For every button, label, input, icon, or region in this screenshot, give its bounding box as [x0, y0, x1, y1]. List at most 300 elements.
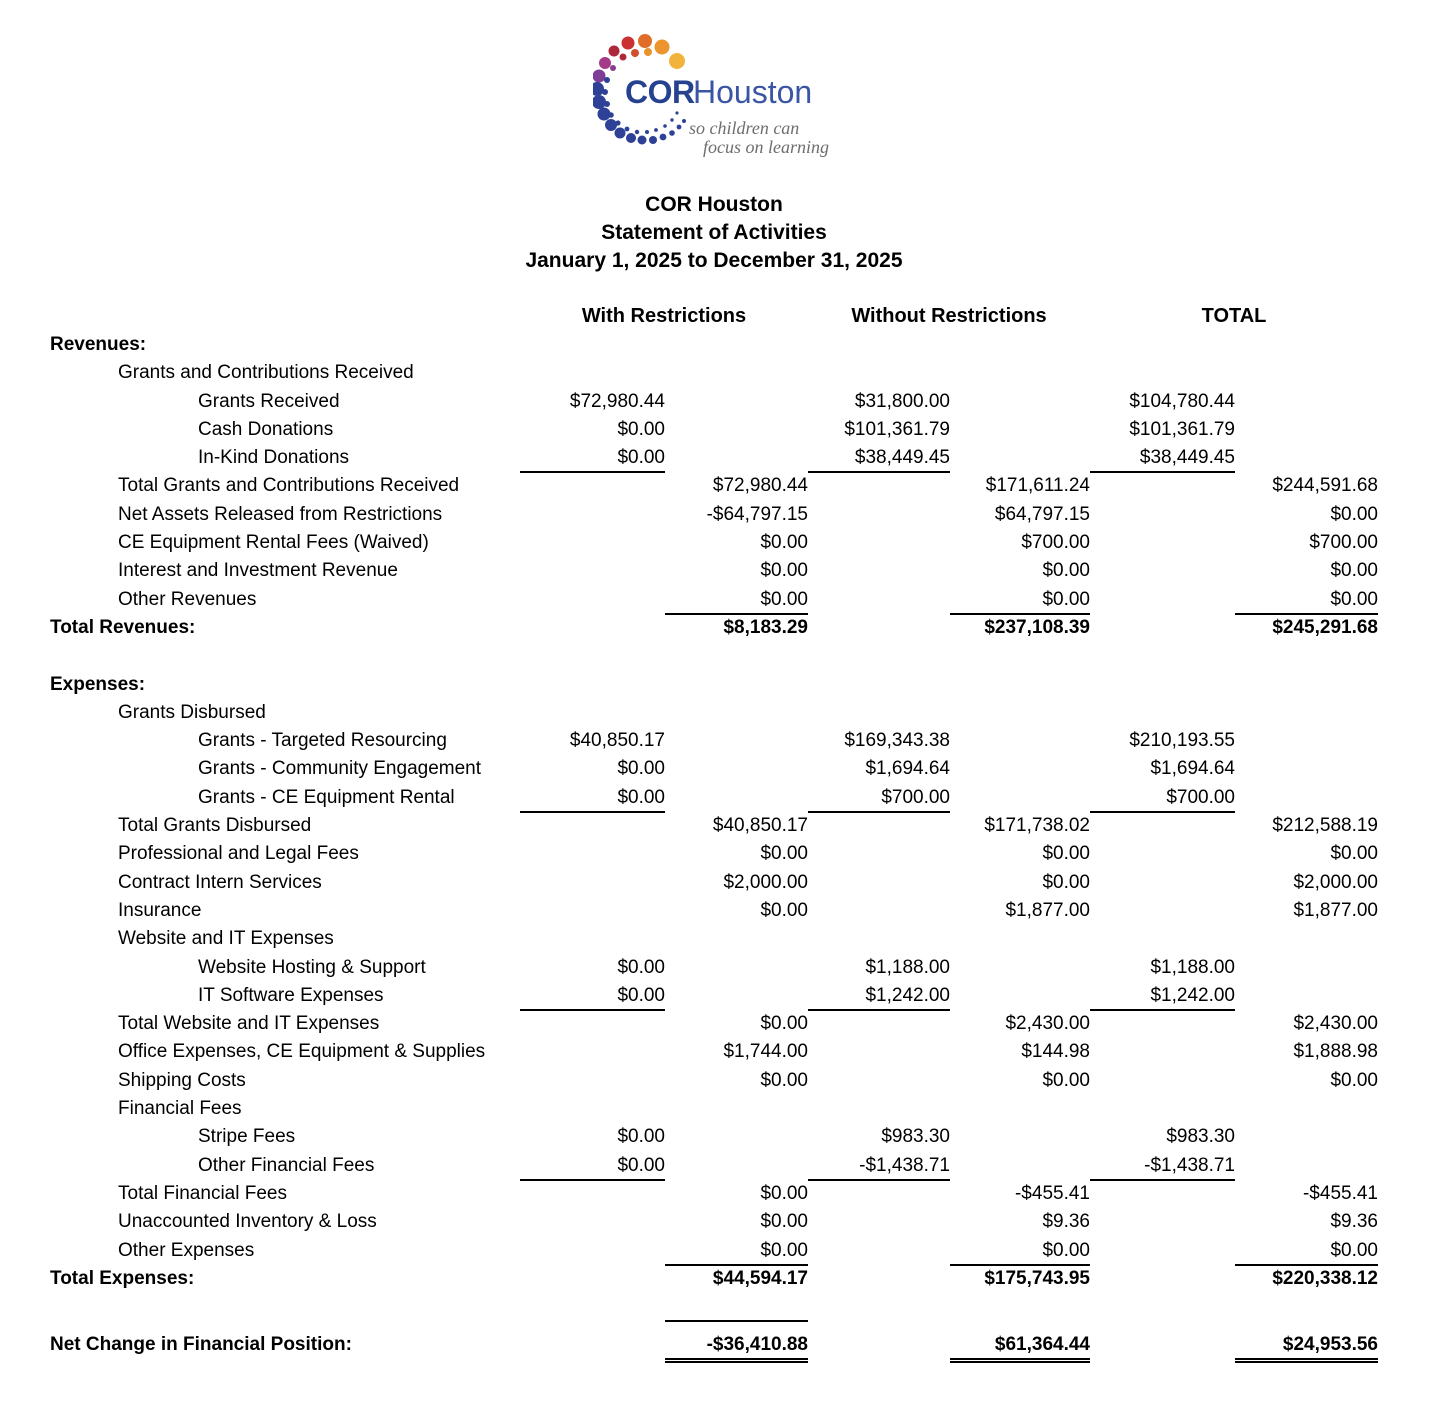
amount-cell: $40,850.17	[712, 815, 808, 837]
table-row	[50, 700, 1378, 728]
amount-cell: $700.00	[808, 785, 950, 813]
amount-cell: $0.00	[1042, 871, 1090, 893]
row-label: Grants - Targeted Resourcing	[198, 730, 447, 752]
amount-cell: $8,183.29	[723, 616, 808, 638]
amount-cell: $9.36	[1330, 1211, 1378, 1233]
amount-cell	[520, 926, 665, 952]
amount-cell: -$36,410.88	[665, 1332, 808, 1363]
amount-cell	[520, 1238, 665, 1264]
amount-cell: $0.00	[1042, 560, 1090, 582]
table-row	[50, 558, 1378, 586]
amount-cell: $38,449.45	[808, 445, 950, 473]
amount-cell	[808, 898, 950, 924]
table-row	[50, 756, 1378, 784]
amount-cell	[950, 1096, 1090, 1122]
amount-cell	[1090, 926, 1235, 952]
amount-cell	[520, 587, 665, 613]
amount-cell	[665, 983, 808, 1009]
amount-cell	[950, 955, 1090, 981]
amount-cell	[665, 756, 808, 782]
row-label: Grants - Community Engagement	[198, 758, 482, 780]
amount-cell	[520, 1332, 665, 1358]
amount-cell	[1235, 1153, 1378, 1179]
amount-cell: $0.00	[760, 843, 808, 865]
amount-cell: $24,953.56	[1235, 1332, 1378, 1363]
amount-cell	[808, 643, 950, 669]
row-label: Net Assets Released from Restrictions	[118, 503, 443, 525]
table-row	[50, 870, 1378, 898]
amount-cell	[1235, 756, 1378, 782]
spacer-row	[50, 1294, 1378, 1332]
table-row	[50, 360, 1378, 388]
amount-cell	[808, 672, 950, 698]
amount-cell	[520, 1181, 665, 1207]
amount-cell: $0.00	[950, 587, 1090, 615]
row-label: Financial Fees	[118, 1098, 242, 1120]
table-row	[50, 785, 1378, 813]
amount-cell: -$64,797.15	[706, 503, 808, 525]
amount-cell: $983.30	[1166, 1126, 1235, 1148]
amount-cell	[520, 1266, 665, 1292]
row-label: Stripe Fees	[198, 1126, 296, 1148]
amount-cell	[1090, 870, 1235, 896]
table-row	[50, 1332, 1378, 1360]
amount-cell: $1,877.00	[1293, 899, 1378, 921]
amount-cell: $1,888.98	[1293, 1041, 1378, 1063]
table-row	[50, 1068, 1378, 1096]
amount-cell	[1090, 1181, 1235, 1207]
amount-cell: $0.00	[1330, 503, 1378, 525]
amount-cell: -$1,438.71	[1090, 1153, 1235, 1181]
amount-cell: $175,743.95	[984, 1267, 1090, 1289]
amount-cell: $1,694.64	[1150, 758, 1235, 780]
amount-cell	[1090, 332, 1235, 358]
amount-cell: $0.00	[950, 1238, 1090, 1266]
amount-cell: $40,850.17	[569, 730, 665, 752]
row-label: Total Website and IT Expenses	[118, 1013, 380, 1035]
row-label: Insurance	[118, 899, 202, 921]
amount-cell	[520, 841, 665, 867]
amount-cell	[520, 898, 665, 924]
amount-cell	[665, 926, 808, 952]
row-label: Interest and Investment Revenue	[118, 560, 398, 582]
amount-cell	[1235, 700, 1378, 726]
amount-cell	[520, 643, 665, 669]
row-label	[50, 643, 520, 671]
amount-cell	[1090, 1011, 1235, 1037]
table-row	[50, 530, 1378, 558]
amount-cell: $0.00	[1042, 1069, 1090, 1091]
amount-cell	[665, 1124, 808, 1150]
row-label	[50, 1294, 520, 1332]
table-row	[50, 841, 1378, 869]
table-row	[50, 615, 1378, 643]
row-label: Total Grants Disbursed	[118, 815, 312, 837]
row-label: Grants and Contributions Received	[118, 362, 414, 384]
row-label: Grants - CE Equipment Rental	[198, 786, 455, 808]
amount-cell: $0.00	[520, 1153, 665, 1181]
row-label: Office Expenses, CE Equipment & Supplies	[118, 1041, 486, 1063]
amount-cell	[808, 502, 950, 528]
amount-cell	[950, 445, 1090, 471]
table-row	[50, 898, 1378, 926]
amount-cell	[1235, 785, 1378, 811]
amount-cell	[950, 756, 1090, 782]
spacer-row	[50, 643, 1378, 671]
amount-cell	[950, 360, 1090, 386]
amount-cell: $0.00	[617, 1126, 665, 1148]
amount-cell: $0.00	[760, 899, 808, 921]
amount-cell	[1090, 1266, 1235, 1292]
amount-cell	[808, 530, 950, 556]
amount-cell: $244,591.68	[1272, 475, 1378, 497]
amount-cell	[1235, 983, 1378, 1009]
amount-cell	[1090, 898, 1235, 924]
table-row	[50, 473, 1378, 501]
amount-cell: $1,694.64	[865, 758, 950, 780]
amount-cell	[808, 1238, 950, 1264]
amount-cell	[808, 1209, 950, 1235]
amount-cell	[520, 1294, 665, 1320]
amount-cell: $31,800.00	[854, 390, 950, 412]
amount-cell	[808, 1266, 950, 1292]
amount-cell	[808, 813, 950, 839]
row-label: Shipping Costs	[118, 1069, 246, 1091]
amount-cell: $1,188.00	[865, 956, 950, 978]
title-statement: Statement of Activities	[601, 221, 827, 244]
table-row	[50, 813, 1378, 841]
amount-cell: $171,738.02	[984, 815, 1090, 837]
amount-cell: $2,430.00	[1005, 1013, 1090, 1035]
amount-cell	[1090, 558, 1235, 584]
amount-cell: $0.00	[760, 560, 808, 582]
amount-cell	[1235, 955, 1378, 981]
amount-cell	[1090, 615, 1235, 641]
amount-cell	[1090, 1294, 1235, 1320]
amount-cell: $61,364.44	[950, 1332, 1090, 1363]
column-header-total: TOTAL	[1201, 305, 1267, 327]
amount-cell: $0.00	[617, 758, 665, 780]
table-row	[50, 1011, 1378, 1039]
logo-tagline-line1: so children can	[689, 118, 800, 138]
amount-cell	[1235, 728, 1378, 754]
amount-cell	[950, 700, 1090, 726]
amount-cell: $2,430.00	[1293, 1013, 1378, 1035]
amount-cell	[1090, 1209, 1235, 1235]
amount-cell	[1090, 1096, 1235, 1122]
amount-cell: $2,000.00	[723, 871, 808, 893]
amount-cell	[665, 417, 808, 443]
amount-cell	[520, 1209, 665, 1235]
table-row	[50, 728, 1378, 756]
amount-cell	[520, 332, 665, 358]
amount-cell	[950, 417, 1090, 443]
row-label: Expenses:	[50, 673, 146, 695]
amount-cell	[1235, 672, 1378, 698]
column-header-with-restrictions: With Restrictions	[581, 305, 747, 327]
document-title-block	[0, 191, 1428, 275]
amount-cell	[520, 870, 665, 896]
amount-cell	[950, 672, 1090, 698]
row-label: CE Equipment Rental Fees (Waived)	[118, 532, 429, 554]
amount-cell: $0.00	[1235, 587, 1378, 615]
amount-cell: $38,449.45	[1090, 445, 1235, 473]
title-period: January 1, 2025 to December 31, 2025	[525, 249, 903, 272]
amount-cell: $0.00	[617, 418, 665, 440]
row-label: Total Financial Fees	[118, 1182, 287, 1204]
row-label: Other Revenues	[118, 588, 257, 610]
row-label: IT Software Expenses	[198, 984, 384, 1006]
amount-cell	[665, 445, 808, 471]
amount-cell	[1235, 360, 1378, 386]
row-label: Contract Intern Services	[118, 871, 322, 893]
amount-cell: $44,594.17	[712, 1267, 808, 1289]
amount-cell	[520, 558, 665, 584]
amount-cell: $0.00	[1330, 1069, 1378, 1091]
amount-cell: $1,877.00	[1005, 899, 1090, 921]
row-label: Grants Received	[198, 390, 340, 412]
logo-brand-bold: COR	[625, 74, 695, 110]
amount-cell: $2,000.00	[1293, 871, 1378, 893]
amount-cell: $64,797.15	[994, 503, 1090, 525]
amount-cell	[808, 587, 950, 613]
amount-cell: $0.00	[520, 445, 665, 473]
amount-cell: $0.00	[760, 1182, 808, 1204]
amount-cell	[520, 1011, 665, 1037]
amount-cell	[1090, 587, 1235, 613]
amount-cell	[808, 1332, 950, 1358]
amount-cell: $0.00	[760, 1013, 808, 1035]
row-label: Grants Disbursed	[118, 701, 266, 723]
amount-cell	[1090, 1238, 1235, 1264]
column-headers	[50, 303, 1378, 329]
amount-cell	[665, 360, 808, 386]
amount-cell	[1090, 672, 1235, 698]
amount-cell: $72,980.44	[712, 475, 808, 497]
amount-cell	[808, 1181, 950, 1207]
amount-cell	[950, 983, 1090, 1009]
row-label: Website and IT Expenses	[118, 928, 334, 950]
amount-cell: $101,361.79	[844, 418, 950, 440]
amount-cell: -$455.41	[1302, 1182, 1378, 1204]
amount-cell	[1090, 360, 1235, 386]
amount-cell: $0.00	[520, 983, 665, 1011]
amount-cell	[520, 1096, 665, 1122]
amount-cell: $169,343.38	[844, 730, 950, 752]
row-label: Other Financial Fees	[198, 1154, 375, 1176]
amount-cell	[808, 1294, 950, 1320]
amount-cell: $0.00	[1330, 560, 1378, 582]
amount-cell	[1090, 502, 1235, 528]
table-row	[50, 502, 1378, 530]
amount-cell	[808, 700, 950, 726]
amount-cell: $0.00	[760, 1211, 808, 1233]
row-label: Total Grants and Contributions Received	[118, 475, 460, 497]
amount-cell: $245,291.68	[1272, 616, 1378, 638]
amount-cell	[808, 332, 950, 358]
logo-brand-regular: Houston	[693, 74, 813, 110]
amount-cell	[520, 700, 665, 726]
row-label: Other Expenses	[118, 1239, 255, 1261]
amount-cell: $0.00	[1042, 843, 1090, 865]
amount-cell: $101,361.79	[1129, 418, 1235, 440]
amount-cell	[808, 841, 950, 867]
table-row	[50, 926, 1378, 954]
amount-cell	[808, 473, 950, 499]
amount-cell	[665, 672, 808, 698]
amount-cell: $1,242.00	[808, 983, 950, 1011]
amount-cell: $171,611.24	[985, 475, 1090, 497]
amount-cell	[665, 1153, 808, 1179]
table-row	[50, 1153, 1378, 1181]
logo-tagline-line2: focus on learning	[703, 137, 829, 157]
amount-cell: $144.98	[1021, 1041, 1090, 1063]
row-label: Revenues:	[50, 334, 147, 355]
amount-cell: $9.36	[1042, 1211, 1090, 1233]
amount-cell	[808, 1068, 950, 1094]
amount-cell: $0.00	[665, 587, 808, 615]
row-label: Total Revenues:	[50, 616, 196, 638]
amount-cell	[665, 728, 808, 754]
amount-cell: -$1,438.71	[808, 1153, 950, 1181]
amount-cell	[808, 558, 950, 584]
amount-cell	[950, 1153, 1090, 1179]
table-row	[50, 1039, 1378, 1067]
amount-cell: $0.00	[665, 1238, 808, 1266]
row-label: Net Change in Financial Position:	[50, 1334, 352, 1356]
amount-cell	[520, 360, 665, 386]
amount-cell: $0.00	[760, 532, 808, 554]
amount-cell	[1235, 1096, 1378, 1122]
amount-cell	[1090, 1332, 1235, 1358]
amount-cell	[950, 926, 1090, 952]
table-row	[50, 1096, 1378, 1124]
amount-cell	[665, 785, 808, 811]
column-header-without-restrictions: Without Restrictions	[851, 305, 1047, 327]
table-row	[50, 955, 1378, 983]
amount-cell	[1090, 643, 1235, 669]
amount-cell	[520, 672, 665, 698]
table-row	[50, 672, 1378, 700]
table-row	[50, 445, 1378, 473]
row-label: Website Hosting & Support	[198, 956, 426, 978]
amount-cell: $1,242.00	[1090, 983, 1235, 1011]
amount-cell	[1090, 700, 1235, 726]
amount-cell: $212,588.19	[1272, 815, 1378, 837]
amount-cell	[1235, 643, 1378, 669]
amount-cell	[1090, 530, 1235, 556]
table-row	[50, 389, 1378, 417]
amount-cell	[1235, 417, 1378, 443]
amount-cell	[665, 332, 808, 358]
amount-cell	[950, 1294, 1090, 1320]
amount-cell	[665, 700, 808, 726]
amount-cell: $0.00	[617, 956, 665, 978]
column-header-spacer	[50, 303, 520, 329]
amount-cell: $237,108.39	[984, 616, 1090, 638]
amount-cell: $1,188.00	[1150, 956, 1235, 978]
amount-cell	[950, 643, 1090, 669]
amount-cell	[665, 643, 808, 669]
amount-cell	[520, 615, 665, 641]
amount-cell	[1235, 445, 1378, 471]
amount-cell: $210,193.55	[1129, 730, 1235, 752]
amount-cell: $104,780.44	[1129, 390, 1235, 412]
amount-cell	[808, 870, 950, 896]
amount-cell: $0.00	[1330, 843, 1378, 865]
table-row	[50, 332, 1378, 360]
amount-cell	[520, 473, 665, 499]
amount-cell	[1090, 1068, 1235, 1094]
amount-cell	[520, 502, 665, 528]
amount-cell: $0.00	[760, 1069, 808, 1091]
table-row	[50, 1209, 1378, 1237]
amount-cell	[808, 615, 950, 641]
table-row	[50, 1266, 1378, 1294]
amount-cell	[520, 1039, 665, 1065]
amount-cell	[1235, 1294, 1378, 1320]
amount-cell: $0.00	[520, 785, 665, 813]
amount-cell: $983.30	[881, 1126, 950, 1148]
row-label: Total Expenses:	[50, 1267, 195, 1289]
amount-cell	[950, 785, 1090, 811]
amount-cell: $72,980.44	[569, 390, 665, 412]
title-org: COR Houston	[645, 193, 783, 216]
table-row	[50, 417, 1378, 445]
amount-cell	[665, 955, 808, 981]
row-label: Unaccounted Inventory & Loss	[118, 1211, 377, 1233]
amount-cell	[665, 1096, 808, 1122]
amount-cell	[808, 360, 950, 386]
row-label: In-Kind Donations	[198, 447, 350, 469]
amount-cell	[950, 728, 1090, 754]
amount-cell: $220,338.12	[1272, 1267, 1378, 1289]
cor-houston-logo	[593, 28, 843, 168]
amount-cell: $700.00	[1309, 532, 1378, 554]
statement-rows	[50, 332, 1378, 1360]
amount-cell	[1235, 389, 1378, 415]
amount-cell	[1235, 1124, 1378, 1150]
table-row	[50, 1238, 1378, 1266]
amount-cell	[950, 1124, 1090, 1150]
table-row	[50, 1181, 1378, 1209]
amount-cell	[808, 1011, 950, 1037]
amount-cell	[950, 332, 1090, 358]
amount-cell	[808, 1039, 950, 1065]
amount-cell	[950, 389, 1090, 415]
amount-cell	[1235, 332, 1378, 358]
amount-cell	[665, 1294, 808, 1322]
amount-cell	[808, 926, 950, 952]
amount-cell	[1090, 473, 1235, 499]
amount-cell: $700.00	[1021, 532, 1090, 554]
amount-cell: $0.00	[1235, 1238, 1378, 1266]
amount-cell	[1090, 1039, 1235, 1065]
amount-cell: $1,744.00	[723, 1041, 808, 1063]
amount-cell: $700.00	[1090, 785, 1235, 813]
table-row	[50, 983, 1378, 1011]
amount-cell	[520, 813, 665, 839]
amount-cell	[808, 1096, 950, 1122]
amount-cell	[1235, 926, 1378, 952]
amount-cell: -$455.41	[1014, 1182, 1090, 1204]
table-row	[50, 587, 1378, 615]
row-label: Professional and Legal Fees	[118, 843, 359, 865]
row-label: Cash Donations	[198, 418, 334, 440]
amount-cell	[520, 530, 665, 556]
table-row	[50, 1124, 1378, 1152]
amount-cell	[520, 1068, 665, 1094]
